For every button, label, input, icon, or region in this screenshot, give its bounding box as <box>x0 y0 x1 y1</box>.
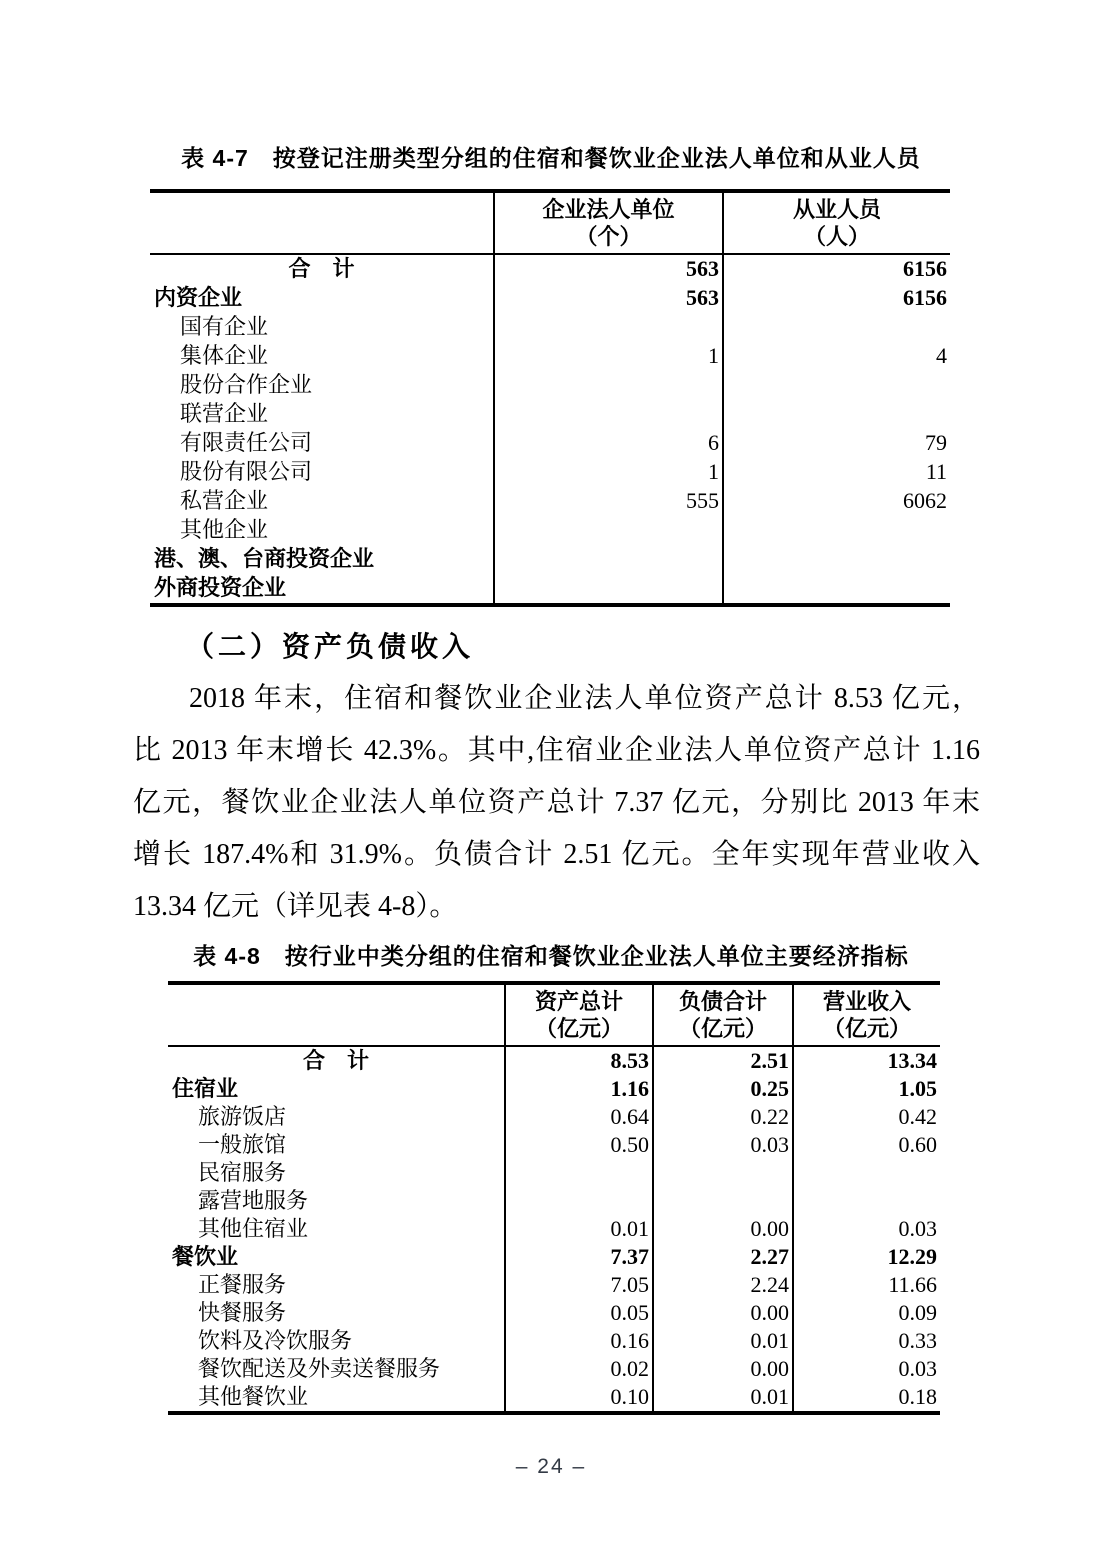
cell-units <box>494 400 723 429</box>
cell-assets: 0.64 <box>505 1103 653 1131</box>
cell-units <box>494 371 723 400</box>
empty-header-cell <box>168 983 505 1046</box>
cell-liabilities: 0.00 <box>653 1355 793 1383</box>
table-row <box>168 1215 940 1243</box>
cell-employees <box>723 516 950 545</box>
cell-liabilities: 2.51 <box>653 1046 793 1075</box>
column-header-unit: （亿元） <box>822 1016 911 1041</box>
paragraph-line: 亿元，餐饮业企业法人单位资产总计 7.37 亿元，分别比 2013 年末 <box>133 787 980 818</box>
cell-revenue: 0.09 <box>793 1299 940 1327</box>
cell-liabilities: 0.01 <box>653 1327 793 1355</box>
row-label: 港、澳、台商投资企业 <box>154 546 375 572</box>
row-label: 旅游饭店 <box>198 1103 287 1129</box>
column-header-employees <box>723 191 950 254</box>
body-paragraph <box>133 673 980 933</box>
cell-revenue: 0.18 <box>793 1383 940 1413</box>
table-row <box>150 284 950 313</box>
column-header-name: 企业法人单位 <box>542 197 675 222</box>
cell-revenue: 0.03 <box>793 1355 940 1383</box>
paragraph-line: 13.34 亿元（详见表 4-8）。 <box>133 891 458 922</box>
table-row <box>150 429 950 458</box>
cell-revenue: 12.29 <box>793 1243 940 1271</box>
column-header-name: 负债合计 <box>678 989 767 1014</box>
table-row <box>150 371 950 400</box>
table-row <box>168 1046 940 1075</box>
table-row <box>150 400 950 429</box>
row-label: 外商投资企业 <box>154 575 287 601</box>
cell-liabilities: 0.03 <box>653 1131 793 1159</box>
cell-liabilities: 0.25 <box>653 1075 793 1103</box>
row-label: 饮料及冷饮服务 <box>198 1327 353 1353</box>
column-header-unit: （个） <box>575 224 642 249</box>
row-label: 餐饮配送及外卖送餐服务 <box>198 1355 441 1381</box>
table-row <box>168 1103 940 1131</box>
column-header-unit: （亿元） <box>534 1016 623 1041</box>
column-header-name: 营业收入 <box>822 989 911 1014</box>
cell-liabilities: 0.22 <box>653 1103 793 1131</box>
row-label: 集体企业 <box>180 343 269 369</box>
cell-units: 1 <box>494 458 723 487</box>
column-header-unit: （人） <box>803 224 870 249</box>
table-row <box>150 342 950 371</box>
cell-units: 563 <box>494 254 723 284</box>
row-label: 住宿业 <box>172 1075 239 1101</box>
table-4-8-title: 表 4-8 按行业中类分组的住宿和餐饮业企业法人单位主要经济指标 <box>193 943 909 969</box>
row-label: 餐饮业 <box>172 1243 239 1269</box>
table-row <box>168 1187 940 1215</box>
cell-employees: 11 <box>723 458 950 487</box>
cell-units <box>494 313 723 342</box>
cell-revenue: 0.33 <box>793 1327 940 1355</box>
row-label: 一般旅馆 <box>198 1131 287 1157</box>
row-label: 内资企业 <box>154 285 243 311</box>
cell-assets: 1.16 <box>505 1075 653 1103</box>
row-label: 国有企业 <box>180 314 269 340</box>
cell-employees <box>723 574 950 605</box>
cell-assets: 0.10 <box>505 1383 653 1413</box>
cell-revenue: 13.34 <box>793 1046 940 1075</box>
table-row <box>150 313 950 342</box>
row-label: 股份合作企业 <box>180 372 313 398</box>
table-row <box>168 1131 940 1159</box>
cell-assets <box>505 1187 653 1215</box>
table-row <box>168 1299 940 1327</box>
cell-liabilities <box>653 1159 793 1187</box>
row-label: 私营企业 <box>180 488 269 514</box>
paragraph-line: 2018 年末，住宿和餐饮业企业法人单位资产总计 8.53 亿元， <box>189 683 980 714</box>
table-4-7-header <box>150 191 950 254</box>
cell-liabilities <box>653 1187 793 1215</box>
cell-assets: 0.16 <box>505 1327 653 1355</box>
cell-units <box>494 574 723 605</box>
table-row <box>168 1271 940 1299</box>
cell-employees: 6062 <box>723 487 950 516</box>
table-row <box>168 1327 940 1355</box>
column-header-revenue <box>793 983 940 1046</box>
cell-liabilities: 0.00 <box>653 1215 793 1243</box>
row-label: 快餐服务 <box>198 1299 287 1325</box>
cell-employees <box>723 400 950 429</box>
cell-units: 6 <box>494 429 723 458</box>
cell-liabilities: 0.01 <box>653 1383 793 1413</box>
cell-units <box>494 516 723 545</box>
cell-revenue: 0.03 <box>793 1215 940 1243</box>
cell-liabilities: 0.00 <box>653 1299 793 1327</box>
row-label: 合 计 <box>302 1047 369 1073</box>
table-4-7 <box>150 189 950 607</box>
cell-units: 563 <box>494 284 723 313</box>
cell-units: 555 <box>494 487 723 516</box>
table-4-7-title: 表 4-7 按登记注册类型分组的住宿和餐饮业企业法人单位和从业人员 <box>181 145 921 171</box>
column-header-unit: （亿元） <box>678 1016 767 1041</box>
empty-header-cell <box>150 191 494 254</box>
cell-revenue <box>793 1187 940 1215</box>
table-row <box>150 487 950 516</box>
column-header-name: 从业人员 <box>792 197 881 222</box>
column-header-name: 资产总计 <box>534 989 623 1014</box>
table-row <box>150 574 950 605</box>
row-label: 其他餐饮业 <box>198 1383 309 1409</box>
cell-liabilities: 2.27 <box>653 1243 793 1271</box>
cell-employees <box>723 313 950 342</box>
cell-assets: 0.01 <box>505 1215 653 1243</box>
row-label: 露营地服务 <box>198 1187 309 1213</box>
cell-employees: 6156 <box>723 254 950 284</box>
table-row <box>168 1243 940 1271</box>
row-label: 其他企业 <box>180 517 269 543</box>
paragraph-line: 比 2013 年末增长 42.3%。其中,住宿业企业法人单位资产总计 1.16 <box>133 735 980 766</box>
cell-revenue: 0.60 <box>793 1131 940 1159</box>
cell-assets: 0.02 <box>505 1355 653 1383</box>
row-label: 合 计 <box>288 256 355 282</box>
table-row <box>168 1075 940 1103</box>
cell-assets <box>505 1159 653 1187</box>
cell-assets: 0.05 <box>505 1299 653 1327</box>
section-heading: （二）资产负债收入 <box>186 632 475 663</box>
table-row <box>168 1355 940 1383</box>
cell-employees: 6156 <box>723 284 950 313</box>
table-row <box>150 516 950 545</box>
table-4-7-header-row <box>150 191 950 254</box>
table-row <box>168 1383 940 1413</box>
table-4-7-body <box>150 254 950 605</box>
row-label: 民宿服务 <box>198 1159 287 1185</box>
row-label: 联营企业 <box>180 401 269 427</box>
column-header-units <box>494 191 723 254</box>
cell-employees: 79 <box>723 429 950 458</box>
cell-revenue: 0.42 <box>793 1103 940 1131</box>
cell-assets: 7.37 <box>505 1243 653 1271</box>
cell-assets: 0.50 <box>505 1131 653 1159</box>
table-row <box>150 254 950 284</box>
row-label: 其他住宿业 <box>198 1215 309 1241</box>
cell-revenue: 11.66 <box>793 1271 940 1299</box>
column-header-liabilities <box>653 983 793 1046</box>
paragraph-line: 增长 187.4%和 31.9%。负债合计 2.51 亿元。全年实现年营业收入 <box>133 839 980 870</box>
table-4-8-header-row <box>168 983 940 1046</box>
page-number: – 24 – <box>515 1455 587 1478</box>
cell-assets: 8.53 <box>505 1046 653 1075</box>
column-header-assets <box>505 983 653 1046</box>
row-label: 正餐服务 <box>198 1271 287 1297</box>
table-row <box>150 545 950 574</box>
cell-revenue: 1.05 <box>793 1075 940 1103</box>
cell-units: 1 <box>494 342 723 371</box>
cell-employees <box>723 545 950 574</box>
table-row <box>168 1159 940 1187</box>
cell-employees: 4 <box>723 342 950 371</box>
cell-units <box>494 545 723 574</box>
cell-assets: 7.05 <box>505 1271 653 1299</box>
table-row <box>150 458 950 487</box>
cell-employees <box>723 371 950 400</box>
table-4-8-header <box>168 983 940 1046</box>
row-label: 有限责任公司 <box>180 430 313 456</box>
table-4-8-body <box>168 1046 940 1413</box>
row-label: 股份有限公司 <box>180 459 313 485</box>
cell-revenue <box>793 1159 940 1187</box>
cell-liabilities: 2.24 <box>653 1271 793 1299</box>
table-4-8 <box>168 981 940 1415</box>
